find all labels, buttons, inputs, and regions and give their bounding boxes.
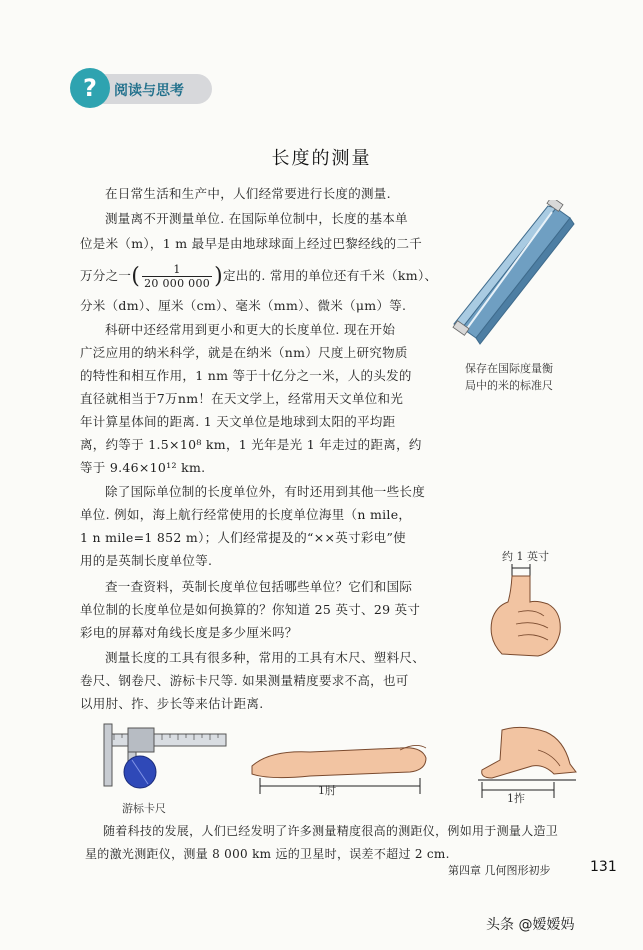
paragraph-4-line-2: 单位. 例如，海上航行经常使用的长度单位海里（n mile， — [80, 507, 412, 522]
span-label: 1拃 — [507, 792, 525, 805]
page-number: 131 — [590, 859, 617, 875]
p2-text-before: 万分之一 — [80, 268, 132, 283]
p2-text-after: 定出的. 常用的单位还有千米（km）、 — [222, 268, 438, 283]
section-header-title: 阅读与思考 — [114, 83, 184, 99]
paragraph-5-line-2: 单位制的长度单位是如何换算的？你知道 25 英寸、29 英寸 — [80, 602, 421, 617]
fraction-numerator: 1 — [142, 263, 212, 277]
paragraph-3-line-6: 离，约等于 1.5×10⁸ km，1 光年是光 1 年走过的距离，约 — [80, 437, 422, 452]
page-title: 长度的测量 — [271, 148, 372, 169]
paragraph-6-line-3: 以用肘、拃、步长等来估计距离. — [80, 696, 264, 711]
hand-span-figure — [472, 720, 582, 800]
paragraph-3-line-2: 广泛应用的纳米科学，就是在纳米（nm）尺度上研究物质 — [80, 345, 408, 360]
paragraph-3-line-4: 直径就相当于7万nm！在天文学上，经常用天文单位和光 — [80, 391, 404, 406]
fraction-denominator: 20 000 000 — [144, 277, 211, 290]
paragraph-5-line-1: 查一查资料，英制长度单位包括哪些单位？它们和国际 — [105, 579, 413, 594]
thumb-inch-figure — [478, 562, 568, 662]
paragraph-2-line-3: 万分之一( $\frac{1}{20 000 000}$ )定出的. 常用的单位还有千米（km）、 — [80, 263, 438, 290]
paragraph-2-line-4: 分米（dm）、厘米（cm）、毫米（mm）、微米（μm）等. — [80, 298, 407, 313]
paragraph-3-line-5: 年计算星体间的距离. 1 天文单位是地球到太阳的平均距 — [80, 414, 396, 429]
paragraph-2-line-1: 测量离不开测量单位. 在国际单位制中，长度的基本单 — [105, 211, 408, 226]
meter-caption-line-2: 局中的米的标准尺 — [465, 379, 553, 392]
chapter-footer: 第四章 几何图形初步 — [448, 864, 551, 877]
paragraph-6-line-1: 测量长度的工具有很多种，常用的工具有木尺、塑料尺、 — [105, 650, 426, 665]
paragraph-7-line-2: 星的激光测距仪，测量 8 000 km 远的卫星时，误差不超过 2 cm. — [85, 847, 450, 861]
question-badge-icon — [70, 68, 110, 108]
fraction — [142, 263, 212, 290]
watermark-text: 头条 @嫒嫒妈 — [486, 917, 575, 933]
paragraph-3-line-3: 的特性和相互作用，1 nm 等于十亿分之一米，人的头发的 — [80, 368, 412, 383]
paragraph-1: 在日常生活和生产中，人们经常要进行长度的测量. — [105, 186, 391, 201]
paragraph-4-line-3: 1 n mile=1 852 m）；人们经常提及的“××英寸彩电”使 — [80, 530, 406, 545]
paragraph-7-line-1: 随着科技的发展，人们已经发明了许多测量精度很高的测距仪，例如用于测量人造卫 — [103, 824, 559, 838]
paragraph-3-line-7: 等于 9.46×10¹² km. — [80, 460, 206, 475]
vernier-caliper-figure — [100, 718, 230, 798]
elbow-label: 1肘 — [318, 784, 336, 797]
badge-glyph: ? — [83, 74, 97, 102]
standard-meter-bar-figure — [448, 200, 578, 350]
paragraph-3-line-1: 科研中还经常用到更小和更大的长度单位. 现在开始 — [105, 322, 396, 337]
inch-label: 约 1 英寸 — [502, 550, 549, 563]
paragraph-4-line-4: 用的是英制长度单位等. — [80, 553, 213, 568]
paragraph-4-line-1: 除了国际单位制的长度单位外，有时还用到其他一些长度 — [105, 484, 426, 499]
paragraph-6-line-2: 卷尺、钢卷尺、游标卡尺等. 如果测量精度要求不高，也可 — [80, 673, 409, 688]
meter-caption-line-1: 保存在国际度量衡 — [465, 362, 553, 375]
paragraph-2-line-2: 位是米（m），1 m 最早是由地球球面上经过巴黎经线的二千 — [80, 236, 423, 251]
paragraph-5-line-3: 彩电的屏幕对角线长度是多少厘米吗？ — [80, 625, 298, 640]
forearm-elbow-figure — [250, 728, 430, 808]
caliper-caption: 游标卡尺 — [122, 802, 166, 815]
